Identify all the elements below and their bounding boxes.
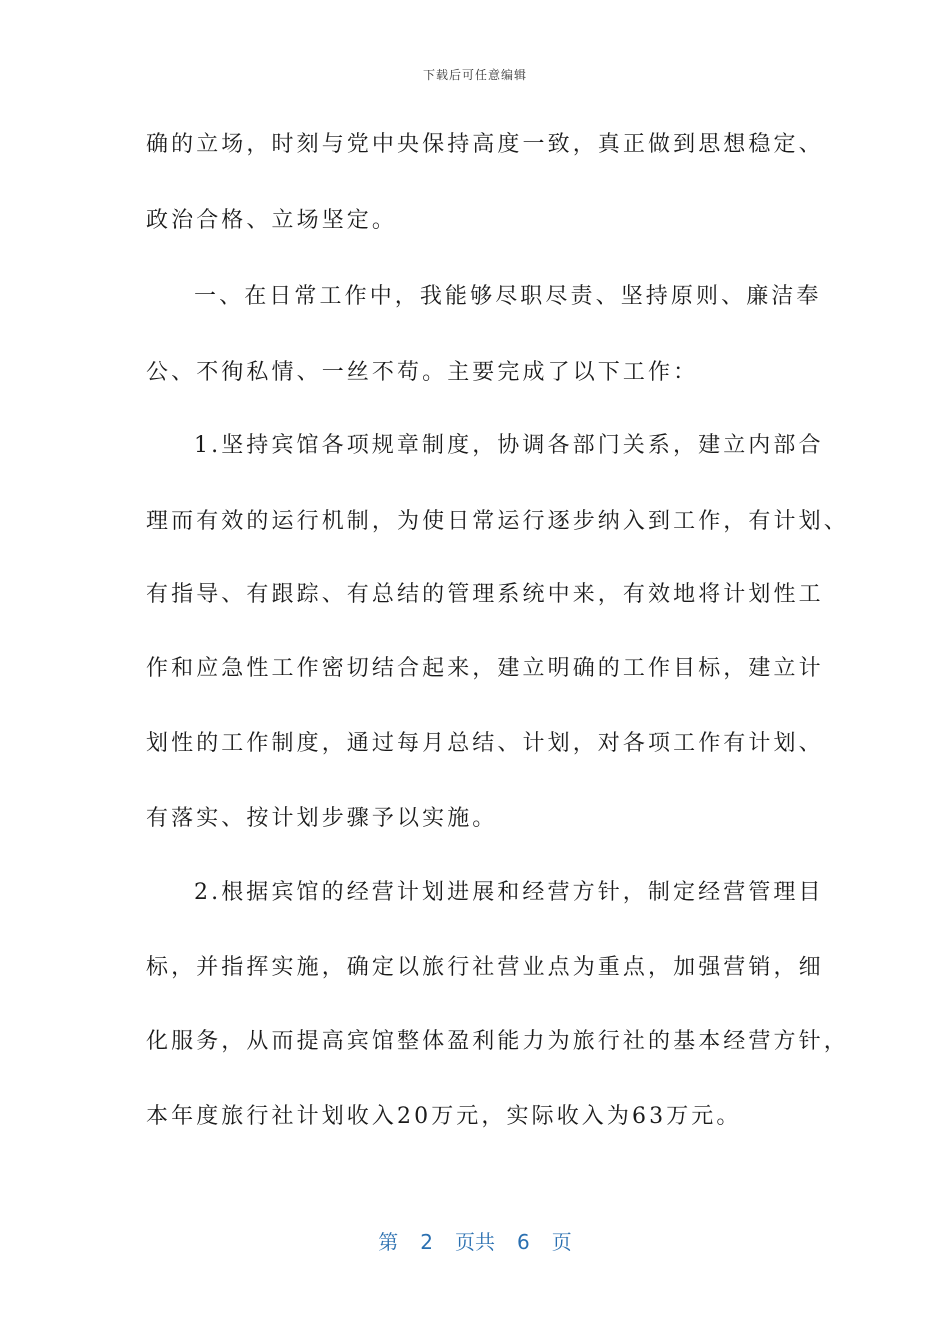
- paragraph-line: 一、在日常工作中，我能够尽职尽责、坚持原则、廉洁奉: [194, 284, 822, 309]
- paragraph-line: 有指导、有跟踪、有总结的管理系统中来，有效地将计划性工: [146, 582, 824, 607]
- paragraph-line: 作和应急性工作密切结合起来，建立明确的工作目标，建立计: [146, 656, 824, 681]
- page-mid: 页共: [455, 1230, 495, 1254]
- page-prefix: 第: [378, 1230, 399, 1254]
- paragraph-line: 公、不徇私情、一丝不苟。主要完成了以下工作：: [146, 360, 699, 385]
- paragraph-line: 本年度旅行社计划收入20万元，实际收入为63万元。: [146, 1104, 742, 1129]
- paragraph-line: 理而有效的运行机制，为使日常运行逐步纳入到工作，有计划、: [146, 509, 849, 534]
- header-note: 下载后可任意编辑: [422, 68, 527, 82]
- page-total: 6: [517, 1230, 530, 1254]
- page-suffix: 页: [551, 1230, 572, 1254]
- paragraph-line: 标，并指挥实施，确定以旅行社营业点为重点，加强营销，细: [146, 955, 824, 980]
- paragraph-line: 2.根据宾馆的经营计划进展和经营方针，制定经营管理目: [194, 880, 824, 905]
- paragraph-line: 1.坚持宾馆各项规章制度，协调各部门关系，建立内部合: [194, 433, 824, 458]
- paragraph-line: 有落实、按计划步骤予以实施。: [146, 806, 498, 831]
- page-current: 2: [420, 1230, 433, 1254]
- paragraph-line: 化服务，从而提高宾馆整体盈利能力为旅行社的基本经营方针，: [146, 1029, 849, 1054]
- paragraph-line: 确的立场，时刻与党中央保持高度一致，真正做到思想稳定、: [146, 132, 824, 157]
- page-footer: [0, 1226, 950, 1255]
- paragraph-line: 划性的工作制度，通过每月总结、计划，对各项工作有计划、: [146, 731, 824, 756]
- paragraph-line: 政治合格、立场坚定。: [146, 208, 398, 233]
